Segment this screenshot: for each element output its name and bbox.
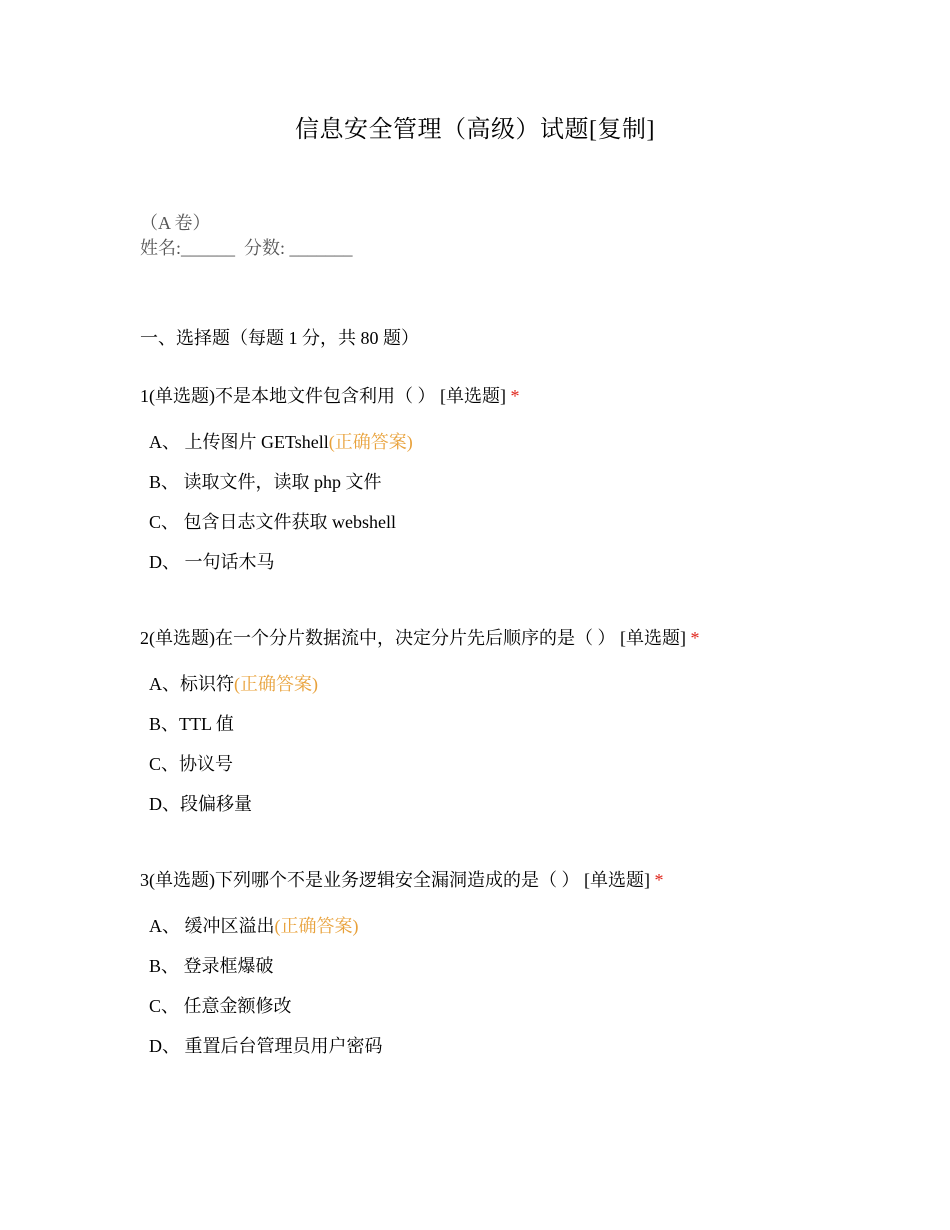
- question-3: [140, 868, 840, 1058]
- question-title: [140, 384, 840, 408]
- option-a[interactable]: [149, 430, 840, 454]
- correct-answer-marker: (正确答案): [274, 916, 359, 936]
- required-star: *: [690, 628, 700, 648]
- option-a[interactable]: [149, 672, 840, 696]
- option-label: C、协议号: [149, 754, 234, 774]
- question-title: [140, 626, 840, 650]
- paper-label: （A 卷）: [140, 213, 211, 233]
- option-c[interactable]: [149, 510, 840, 534]
- correct-answer-marker: (正确答案): [234, 674, 318, 694]
- question-1: [140, 384, 840, 574]
- option-label: C、 包含日志文件获取 webshell: [149, 512, 396, 532]
- option-label: B、TTL 值: [149, 714, 234, 734]
- option-label: C、 任意金额修改: [149, 996, 292, 1016]
- required-star: *: [654, 870, 664, 890]
- page-title: 信息安全管理（高级）试题[复制]: [295, 117, 655, 143]
- option-label: B、 读取文件，读取 php 文件: [149, 472, 382, 492]
- option-label: A、 上传图片 GETshell: [149, 432, 329, 452]
- option-c[interactable]: [149, 994, 840, 1018]
- option-c[interactable]: [149, 752, 840, 776]
- option-a[interactable]: [149, 914, 840, 938]
- section-heading: 一、选择题（每题 1 分，共 80 题）: [140, 328, 419, 348]
- correct-answer-marker: (正确答案): [328, 432, 413, 452]
- option-d[interactable]: [149, 792, 840, 816]
- option-d[interactable]: [149, 550, 840, 574]
- option-label: D、 重置后台管理员用户密码: [149, 1036, 383, 1056]
- question-text: 3(单选题)下列哪个不是业务逻辑安全漏洞造成的是（ ） [单选题]: [140, 870, 650, 890]
- option-b[interactable]: [149, 712, 840, 736]
- question-2: [140, 626, 840, 816]
- option-d[interactable]: [149, 1034, 840, 1058]
- option-b[interactable]: [149, 954, 840, 978]
- question-text: 1(单选题)不是本地文件包含利用（ ） [单选题]: [140, 386, 506, 406]
- option-label: B、 登录框爆破: [149, 956, 274, 976]
- option-label: D、段偏移量: [149, 794, 252, 814]
- option-label: A、 缓冲区溢出: [149, 916, 275, 936]
- option-label: A、标识符: [149, 674, 234, 694]
- option-b[interactable]: [149, 470, 840, 494]
- question-text: 2(单选题)在一个分片数据流中，决定分片先后顺序的是（ ） [单选题]: [140, 628, 686, 648]
- name-score-line: 姓名:______ 分数: _______: [140, 238, 353, 258]
- option-label: D、 一句话木马: [149, 552, 275, 572]
- required-star: *: [510, 386, 520, 406]
- question-title: [140, 868, 840, 892]
